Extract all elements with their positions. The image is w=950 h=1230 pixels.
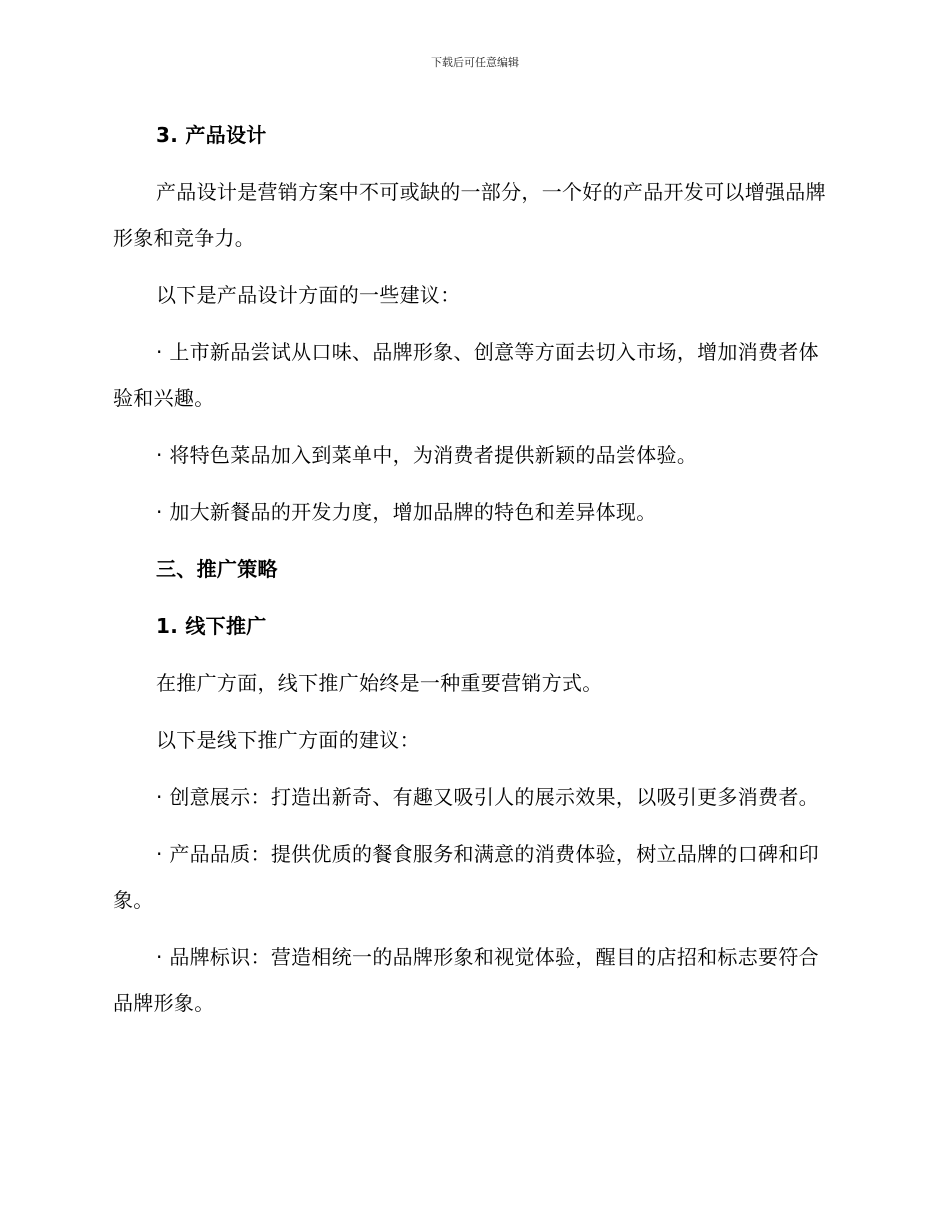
document-body: [113, 112, 833, 1037]
bullet-item: · 加大新餐品的开发力度，增加品牌的特色和差异体现。: [156, 500, 657, 524]
body-paragraph: 产品设计是营销方案中不可或缺的一部分，一个好的产品开发可以增强品牌形象和竞争力。: [113, 180, 826, 250]
page-header-note: 下载后可任意编辑: [431, 56, 519, 69]
bullet-item: · 产品品质：提供优质的餐食服务和满意的消费体验，树立品牌的口碑和印象。: [113, 842, 819, 912]
bullet-item: · 将特色菜品加入到菜单中，为消费者提供新颖的品尝体验。: [156, 443, 698, 467]
section-heading-offline-promotion: 1. 线下推广: [156, 614, 267, 638]
chapter-heading-promotion-strategy: 三、推广策略: [156, 557, 278, 581]
body-paragraph: 在推广方面，线下推广始终是一种重要营销方式。: [156, 671, 603, 695]
bullet-item: · 创意展示：打造出新奇、有趣又吸引人的展示效果，以吸引更多消费者。: [156, 785, 819, 809]
section-heading-product-design: 3. 产品设计: [156, 123, 267, 147]
body-paragraph: 以下是产品设计方面的一些建议：: [156, 283, 461, 307]
body-paragraph: 以下是线下推广方面的建议：: [156, 728, 420, 752]
bullet-item: · 上市新品尝试从口味、品牌形象、创意等方面去切入市场，增加消费者体验和兴趣。: [113, 340, 819, 410]
bullet-item: · 品牌标识：营造相统一的品牌形象和视觉体验，醒目的店招和标志要符合品牌形象。: [113, 945, 819, 1015]
